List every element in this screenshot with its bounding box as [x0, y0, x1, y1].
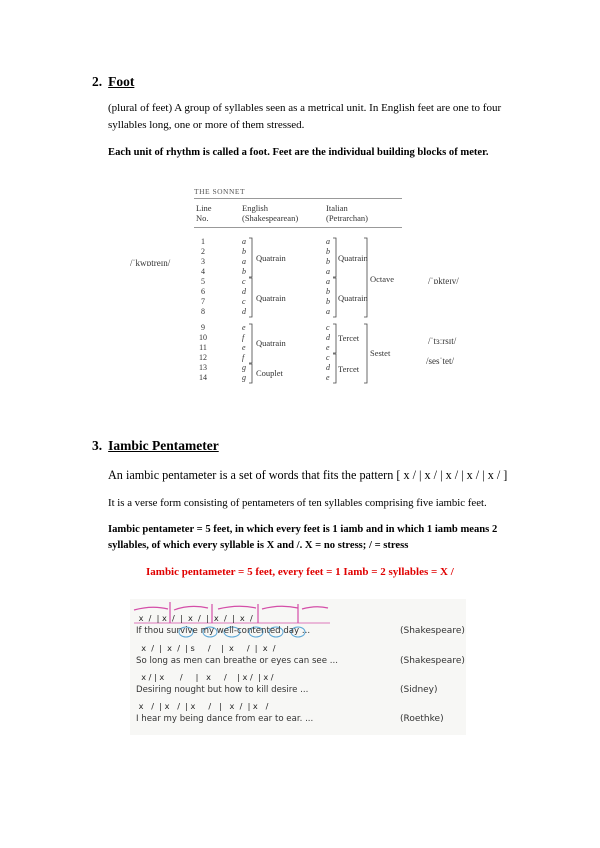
- italian-tercet-1-label: Tercet: [338, 333, 360, 343]
- header-english-1: English: [242, 203, 268, 213]
- verse-row-3: Desiring nought but how to kill desire ...: [136, 685, 309, 695]
- line-number: 6: [201, 287, 205, 296]
- english-quatrain-1-label: Quatrain: [256, 253, 286, 263]
- italian-rhyme-letter: e: [326, 373, 330, 382]
- sonnet-caption: THE SONNET: [194, 187, 246, 196]
- verse-row-2: So long as men can breathe or eyes can see ...: [136, 656, 338, 666]
- english-rhyme-letter: e: [242, 323, 246, 332]
- pink-arc: [218, 606, 256, 609]
- source-row-3: (Sidney): [400, 685, 438, 695]
- line-number: 14: [199, 373, 207, 382]
- english-rhyme-letter: c: [242, 297, 246, 306]
- italian-rhyme-letter: b: [326, 247, 330, 256]
- section-3-bold-line-2: syllables, of which every syllable is X and /. X = no stress; / = stress: [108, 540, 409, 551]
- section-2-title: Foot: [108, 74, 135, 89]
- bracket-english-couplet: [249, 364, 252, 383]
- bracket-italian-octave: [364, 238, 367, 317]
- english-rhyme-letter: g: [242, 373, 246, 382]
- scansion-marks-row-3: x / | x / | x / | x / | x /: [136, 672, 274, 682]
- line-number: 2: [201, 247, 205, 256]
- italian-rhyme-letter: d: [326, 363, 330, 372]
- header-italian-2: (Petrarchan): [326, 213, 369, 223]
- section-3-line-1: An iambic pentameter is a set of words that fits the pattern [ x / | x / | x / | x / | x / ]: [108, 468, 508, 482]
- source-row-4: (Roethke): [400, 714, 444, 724]
- english-rhyme-letter: a: [242, 237, 246, 246]
- pink-arc: [134, 607, 168, 610]
- pron-tercet: /ˈtɜːrsɪt/: [428, 336, 457, 346]
- section-3-heading: [92, 438, 219, 454]
- line-number: 1: [201, 237, 205, 246]
- italian-tercet-2-label: Tercet: [338, 364, 360, 374]
- italian-rhyme-letter: a: [326, 267, 330, 276]
- section-2-paragraph-line-2: syllables long, one or more of them stressed.: [108, 119, 305, 131]
- header-line-1: Line: [196, 203, 212, 213]
- pron-sestet: /sesˈtet/: [426, 356, 454, 366]
- pink-arc: [174, 606, 208, 610]
- italian-sestet-label: Sestet: [370, 348, 391, 358]
- italian-rhyme-letter: b: [326, 257, 330, 266]
- section-2-bold-line: Each unit of rhythm is called a foot. Feet are the individual building blocks of meter.: [108, 147, 489, 158]
- section-3-red-summary: Iambic pentameter = 5 feet, every feet = 1 Iamb = 2 syllables = X /: [146, 566, 454, 578]
- line-number: 4: [201, 267, 205, 276]
- section-3-line-2: It is a verse form consisting of pentameters of ten syllables comprising five iambic feet.: [108, 497, 487, 509]
- english-rhyme-letter: a: [242, 257, 246, 266]
- section-3-number: 3.: [92, 438, 103, 453]
- bracket-italian-sestet: [364, 324, 367, 383]
- section-2-paragraph: [108, 100, 548, 134]
- bracket-italian-q1: [333, 238, 336, 277]
- bracket-italian-q2: [333, 278, 336, 317]
- english-rhyme-letter: e: [242, 343, 246, 352]
- english-couplet-label: Couplet: [256, 368, 283, 378]
- source-row-2: (Shakespeare): [400, 656, 465, 666]
- section-2-number: 2.: [92, 74, 103, 89]
- italian-rhyme-letter: b: [326, 287, 330, 296]
- pron-octave: /ˈɒkteɪv/: [428, 276, 459, 286]
- source-row-1: (Shakespeare): [400, 626, 465, 636]
- english-quatrain-3-label: Quatrain: [256, 338, 286, 348]
- italian-rhyme-letter: b: [326, 297, 330, 306]
- english-rhyme-letter: c: [242, 277, 246, 286]
- bracket-english-q3: [249, 324, 252, 363]
- scansion-figure: [130, 599, 466, 735]
- english-rhyme-letter: d: [242, 287, 246, 296]
- english-rhyme-letter: g: [242, 363, 246, 372]
- line-number: 13: [199, 363, 207, 372]
- header-english-2: (Shakespearean): [242, 213, 299, 223]
- italian-quatrain-1-label: Quatrain: [338, 253, 368, 263]
- english-rhyme-letter: f: [242, 333, 245, 342]
- line-number: 10: [199, 333, 207, 342]
- italian-quatrain-2-label: Quatrain: [338, 293, 368, 303]
- italian-rhyme-letter: d: [326, 333, 330, 342]
- line-number: 5: [201, 277, 205, 286]
- sonnet-brackets: [194, 183, 414, 403]
- verse-row-4: I hear my being dance from ear to ear. ...: [136, 714, 314, 724]
- scansion-marks-row-1: x / | x / | x / | x / | x /: [136, 613, 256, 623]
- header-italian-1: Italian: [326, 203, 348, 213]
- section-3-bold-line-1: Iambic pentameter = 5 feet, in which every feet is 1 iamb and in which 1 iamb means 2: [108, 524, 498, 535]
- italian-rhyme-letter: e: [326, 343, 330, 352]
- bracket-italian-tercet2: [333, 354, 336, 383]
- scansion-marks-row-4: x / | x / | x / | x / | x /: [136, 701, 269, 711]
- italian-rhyme-letter: a: [326, 237, 330, 246]
- pink-arc: [262, 606, 298, 609]
- italian-rhyme-letter: c: [326, 323, 330, 332]
- line-number: 9: [201, 323, 205, 332]
- line-number: 3: [201, 257, 205, 266]
- english-rhyme-letter: b: [242, 267, 246, 276]
- section-2-paragraph-line-1: (plural of feet) A group of syllables seen as a metrical unit. In English feet are one to four: [108, 102, 502, 114]
- pron-quatrain: /ˈkwɒtreɪn/: [130, 258, 171, 268]
- section-3-title: Iambic Pentameter: [108, 438, 219, 453]
- bracket-english-q1: [249, 238, 252, 277]
- english-rhyme-letter: d: [242, 307, 246, 316]
- line-number: 11: [199, 343, 207, 352]
- english-quatrain-2-label: Quatrain: [256, 293, 286, 303]
- sonnet-figure: [194, 183, 414, 403]
- english-rhyme-letter: b: [242, 247, 246, 256]
- english-rhyme-letter: f: [242, 353, 245, 362]
- header-line-2: No.: [196, 213, 209, 223]
- line-number: 12: [199, 353, 207, 362]
- bracket-english-q2: [249, 278, 252, 317]
- section-2-heading: [92, 74, 134, 90]
- italian-rhyme-letter: a: [326, 307, 330, 316]
- scansion-marks-row-2: x / | x / | s / | x / | x /: [136, 643, 276, 653]
- italian-octave-label: Octave: [370, 274, 395, 284]
- line-number: 7: [201, 297, 205, 306]
- line-number: 8: [201, 307, 205, 316]
- italian-rhyme-letter: c: [326, 353, 330, 362]
- verse-row-1: If thou survive my well-contented day ...: [136, 626, 311, 636]
- pink-arc: [302, 607, 328, 609]
- italian-rhyme-letter: a: [326, 277, 330, 286]
- bracket-italian-tercet1: [333, 324, 336, 353]
